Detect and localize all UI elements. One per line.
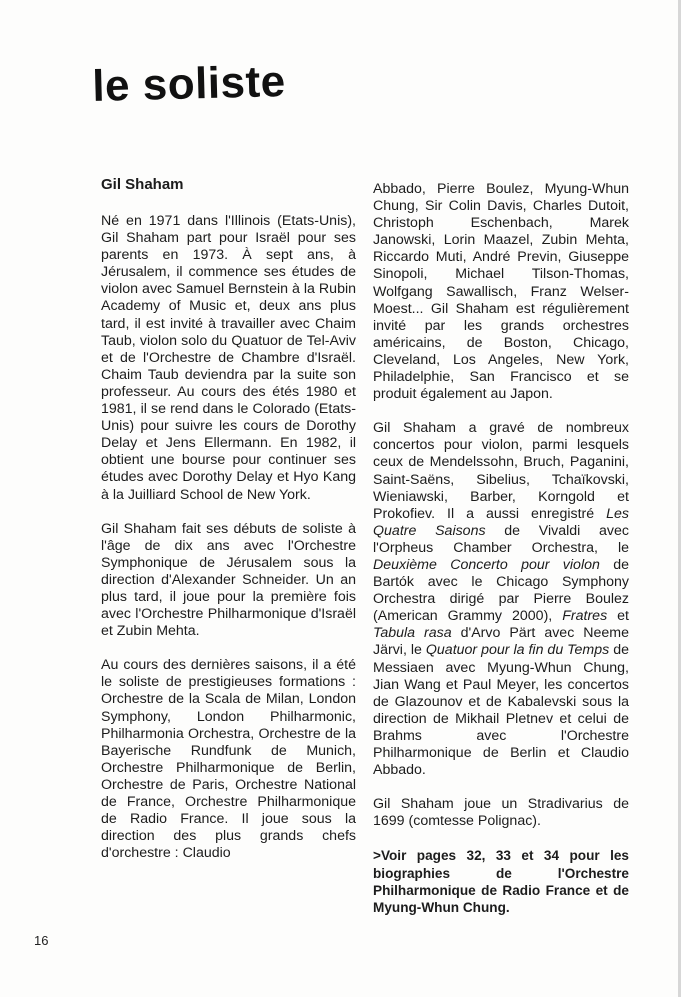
recordings-text-3: de Bartók avec le Chicago Symphony Orchestra dirigé par Pierre Boulez (American Grammy 2000),	[373, 556, 629, 625]
recordings-text-5: d'Arvo Pärt avec Neeme Järvi, le	[373, 625, 629, 659]
section-title: le soliste	[91, 56, 287, 112]
recording-title-quatuor: Quatuor pour la fin du Temps	[425, 642, 610, 659]
recording-title-fratres: Fratres	[562, 608, 608, 625]
bio-paragraph-conductors: Abbado, Pierre Boulez, Myung-Whun Chung, Sir Colin Davis, Charles Dutoit, Christoph Eschenbach, Marek Janowski, Lorin Maazel, Zubin Mehta, Riccardo Muti, André Previn, Giuseppe Sinopoli, Michael Tilson-Thomas, Wolfgang Sawallisch, Franz Welser-Moest... Gil Shaham est régulièrement invité par les grands orchestres américains, de Boston, Chicago, Cleveland, Los Angeles, New York, Philadelphie, San Francisco et se produit également au Japon.	[373, 181, 629, 403]
soloist-name-heading: Gil Shaham	[101, 176, 184, 193]
recordings-text-6: de Messiaen avec Myung-Whun Chung, Jian Wang et Paul Meyer, les concertos de Glazounov et de Kabalevski sous la direction de Mikhail Pletnev et celui de Brahms avec l'Orchestre Philharmonique de Berlin et Claudio Abbado.	[373, 642, 629, 779]
recording-title-tabula-rasa: Tabula rasa	[373, 625, 452, 642]
left-column	[101, 176, 356, 879]
right-column	[373, 181, 629, 933]
recordings-text-4: et	[607, 608, 629, 625]
bio-paragraph-debut: Gil Shaham fait ses débuts de soliste à l'âge de dix ans avec l'Orchestre Symphonique de Jérusalem sous la direction d'Alexander Schneider. Un an plus tard, il joue pour la première fois avec l'Orchestre Philharmonique d'Israël et Zubin Mehta.	[101, 520, 356, 640]
bio-paragraph-early-life: Né en 1971 dans l'Illinois (Etats-Unis), Gil Shaham part pour Israël pour ses parents en 1973. À sept ans, à Jérusalem, il commence ses études de violon avec Samuel Bernstein à la Rubin Academy of Music et, deux ans plus tard, il est invité à travailler avec Chaim Taub, violon solo du Quatuor de Tel-Aviv et de l'Orchestre de Chambre d'Israël. Chaim Taub deviendra par la suite son professeur. Au cours des étés 1980 et 1981, il se rend dans le Colorado (Etats-Unis) pour suivre les cours de Dorothy Delay et Jens Ellermann. En 1982, il obtient une bourse pour continuer ses études avec Dorothy Delay et Hyo Kang à la Juilliard School de New York.	[101, 213, 356, 503]
recording-title-bartok: Deuxième Concerto pour violon	[373, 556, 600, 573]
page-number: 16	[34, 933, 49, 948]
recordings-text-2: de Vivaldi avec l'Orpheus Chamber Orchestra, le	[373, 522, 629, 556]
bio-paragraph-recordings	[373, 420, 629, 779]
recordings-text-1: Gil Shaham a gravé de nombreux concertos pour violon, parmi lesquels ceux de Mendelssohn, Bruch, Paganini, Saint-Saëns, Sibelius, Tchaïkovski, Wieniawski, Barber, Korngold et Prokofiev. Il a aussi enregistré	[373, 420, 629, 522]
bio-paragraph-instrument: Gil Shaham joue un Stradivarius de 1699 (comtesse Polignac).	[373, 796, 629, 830]
see-also-note: >Voir pages 32, 33 et 34 pour les biographies de l'Orchestre Philharmonique de Radio France et de Myung-Whun Chung.	[373, 848, 629, 915]
recording-title-four-seasons: Les Quatre Saisons	[373, 505, 629, 539]
bio-paragraph-orchestras: Au cours des dernières saisons, il a été le soliste de prestigieuses formations : Orchestre de la Scala de Milan, London Symphony, London Philharmonic, Philharmonia Orchestra, Orchestre de la Bayerische Rundfunk de Munich, Orchestre Philharmonique de Berlin, Orchestre de Paris, Orchestre National de France, Orchestre Philharmonique de Radio France. Il joue sous la direction des plus grands chefs d'orchestre : Claudio	[101, 657, 356, 862]
